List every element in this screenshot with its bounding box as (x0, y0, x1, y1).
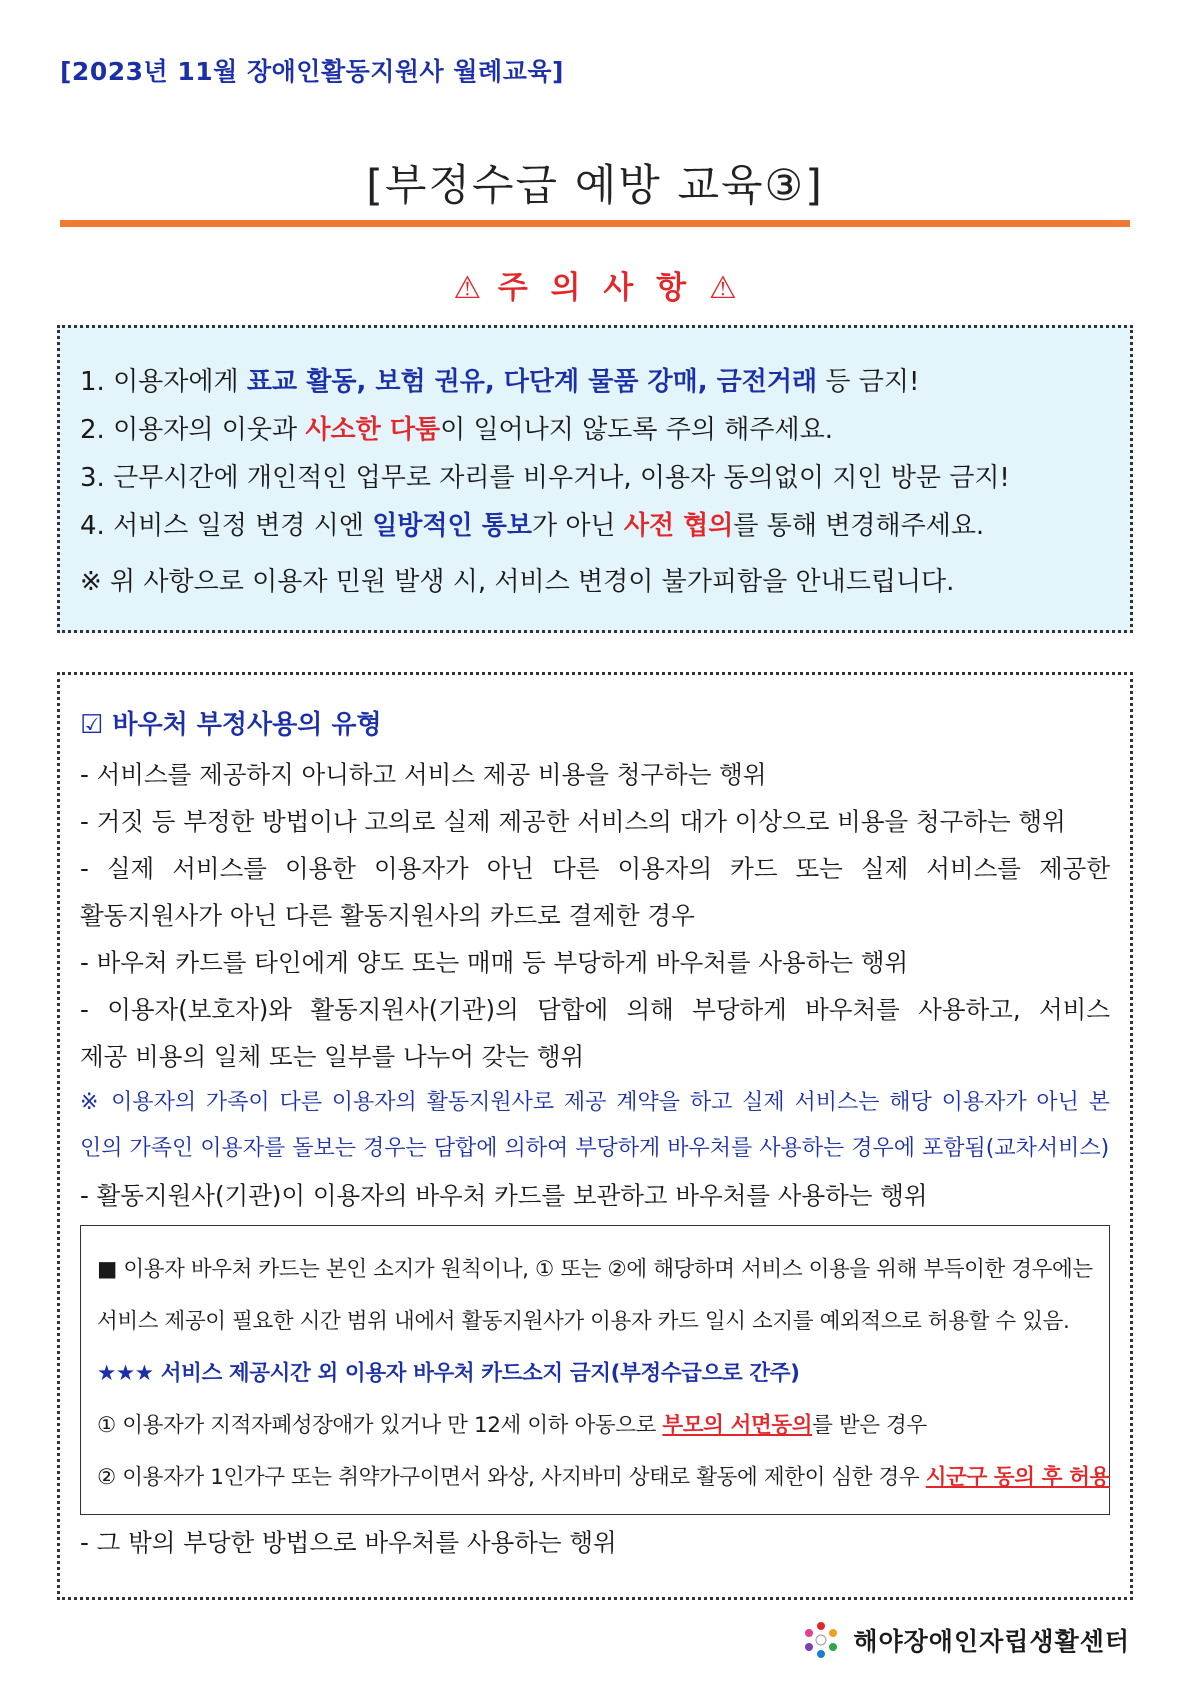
exception-condition: 시군구 동의 후 허용 (925, 1465, 1110, 1490)
page-title: [부정수급 예방 교육③] (366, 161, 824, 211)
caution-note: ※ 위 사항으로 이용자 민원 발생 시, 서비스 변경이 불가피함을 안내드립니다. (80, 567, 955, 597)
caution-emphasis: 사전 협의 (623, 511, 734, 541)
list-item: - 이용자(보호자)와 활동지원사(기관)의 담합에 의해 부당하게 바우처를 사용하고, 서비스 (80, 995, 1110, 1024)
header-tag: [2023년 11월 장애인활동지원사 월례교육] (60, 57, 564, 86)
caution-box (57, 325, 1133, 633)
warning-triangle-icon: ⚠ (453, 270, 482, 306)
caution-item-4: 4. 서비스 일정 변경 시엔 일방적인 통보가 아닌 사전 협의를 통해 변경해주세요. (80, 511, 985, 541)
caution-item-2: 2. 이용자의 이웃과 사소한 다툼이 일어나지 않도록 주의 해주세요. (80, 415, 834, 445)
list-item: - 거짓 등 부정한 방법이나 고의로 실제 제공한 서비스의 대가 이상으로 비용을 청구하는 행위 (80, 807, 1066, 836)
voucher-box (57, 672, 1133, 1600)
org-name: 해야장애인자립생활센터 (853, 1627, 1130, 1656)
list-item: - 실제 서비스를 이용한 이용자가 아닌 다른 이용자의 카드 또는 실제 서비스를 제공한 (80, 854, 1110, 883)
caution-emphasis: 표교 활동, 보험 권유, 다단계 물품 강매, 금전거래 (246, 367, 818, 397)
haeya-logo-icon (801, 1620, 841, 1660)
exception-rule: ■ 이용자 바우처 카드는 본인 소지가 원칙이나, ① 또는 ②에 해당하며 서비스 이용을 위해 부득이한 경우에는 (97, 1257, 1093, 1282)
list-item: - 서비스를 제공하지 아니하고 서비스 제공 비용을 청구하는 행위 (80, 760, 767, 789)
list-item: - 바우처 카드를 타인에게 양도 또는 매매 등 부당하게 바우처를 사용하는 행위 (80, 948, 909, 977)
cross-service-note: ※ 이용자의 가족이 다른 이용자의 활동지원사로 제공 계약을 하고 실제 서비스는 해당 이용자가 아닌 본 (80, 1090, 1110, 1115)
warning-triangle-icon: ⚠ (708, 270, 737, 306)
caution-emphasis: 사소한 다툼 (305, 415, 441, 445)
exception-condition: 부모의 서면동의 (662, 1413, 813, 1438)
title-divider (60, 220, 1130, 227)
warning-heading (0, 262, 1190, 307)
section-heading: ☑ 바우처 부정사용의 유형 (80, 710, 382, 740)
footer (801, 1618, 1130, 1662)
caution-emphasis: 일방적인 통보 (372, 511, 532, 541)
cross-service-note-continuation: 인의 가족인 이용자를 돌보는 경우는 담합에 의하여 부당하게 바우처를 사용하는 경우에 포함됨(교차서비스) (80, 1136, 1110, 1161)
exception-case-1: ① 이용자가 지적자폐성장애가 있거나 만 12세 이하 아동으로 부모의 서면동의를 받은 경우 (97, 1413, 927, 1438)
prohibition-notice: ★★★ 서비스 제공시간 외 이용자 바우처 카드소지 금지(부정수급으로 간주) (97, 1361, 800, 1386)
card-exception-box (80, 1225, 1110, 1515)
warning-label: 주 의 사 항 (497, 270, 693, 306)
list-item-continuation: 활동지원사가 아닌 다른 활동지원사의 카드로 결제한 경우 (80, 901, 695, 930)
list-item: - 그 밖의 부당한 방법으로 바우처를 사용하는 행위 (80, 1528, 617, 1557)
exception-case-2: ② 이용자가 1인가구 또는 취약가구이면서 와상, 사지바미 상태로 활동에 제한이 심한 경우 시군구 동의 후 허용 (97, 1465, 1110, 1490)
exception-rule-continuation: 서비스 제공이 필요한 시간 범위 내에서 활동지원사가 이용자 카드 일시 소지를 예외적으로 허용할 수 있음. (97, 1309, 1070, 1334)
list-item-continuation: 제공 비용의 일체 또는 일부를 나누어 갖는 행위 (80, 1042, 585, 1071)
caution-item-1: 1. 이용자에게 표교 활동, 보험 권유, 다단계 물품 강매, 금전거래 등 금지! (80, 367, 920, 397)
caution-item-3: 3. 근무시간에 개인적인 업무로 자리를 비우거나, 이용자 동의없이 지인 방문 금지! (80, 463, 1010, 493)
list-item: - 활동지원사(기관)이 이용자의 바우처 카드를 보관하고 바우처를 사용하는 행위 (80, 1181, 928, 1210)
